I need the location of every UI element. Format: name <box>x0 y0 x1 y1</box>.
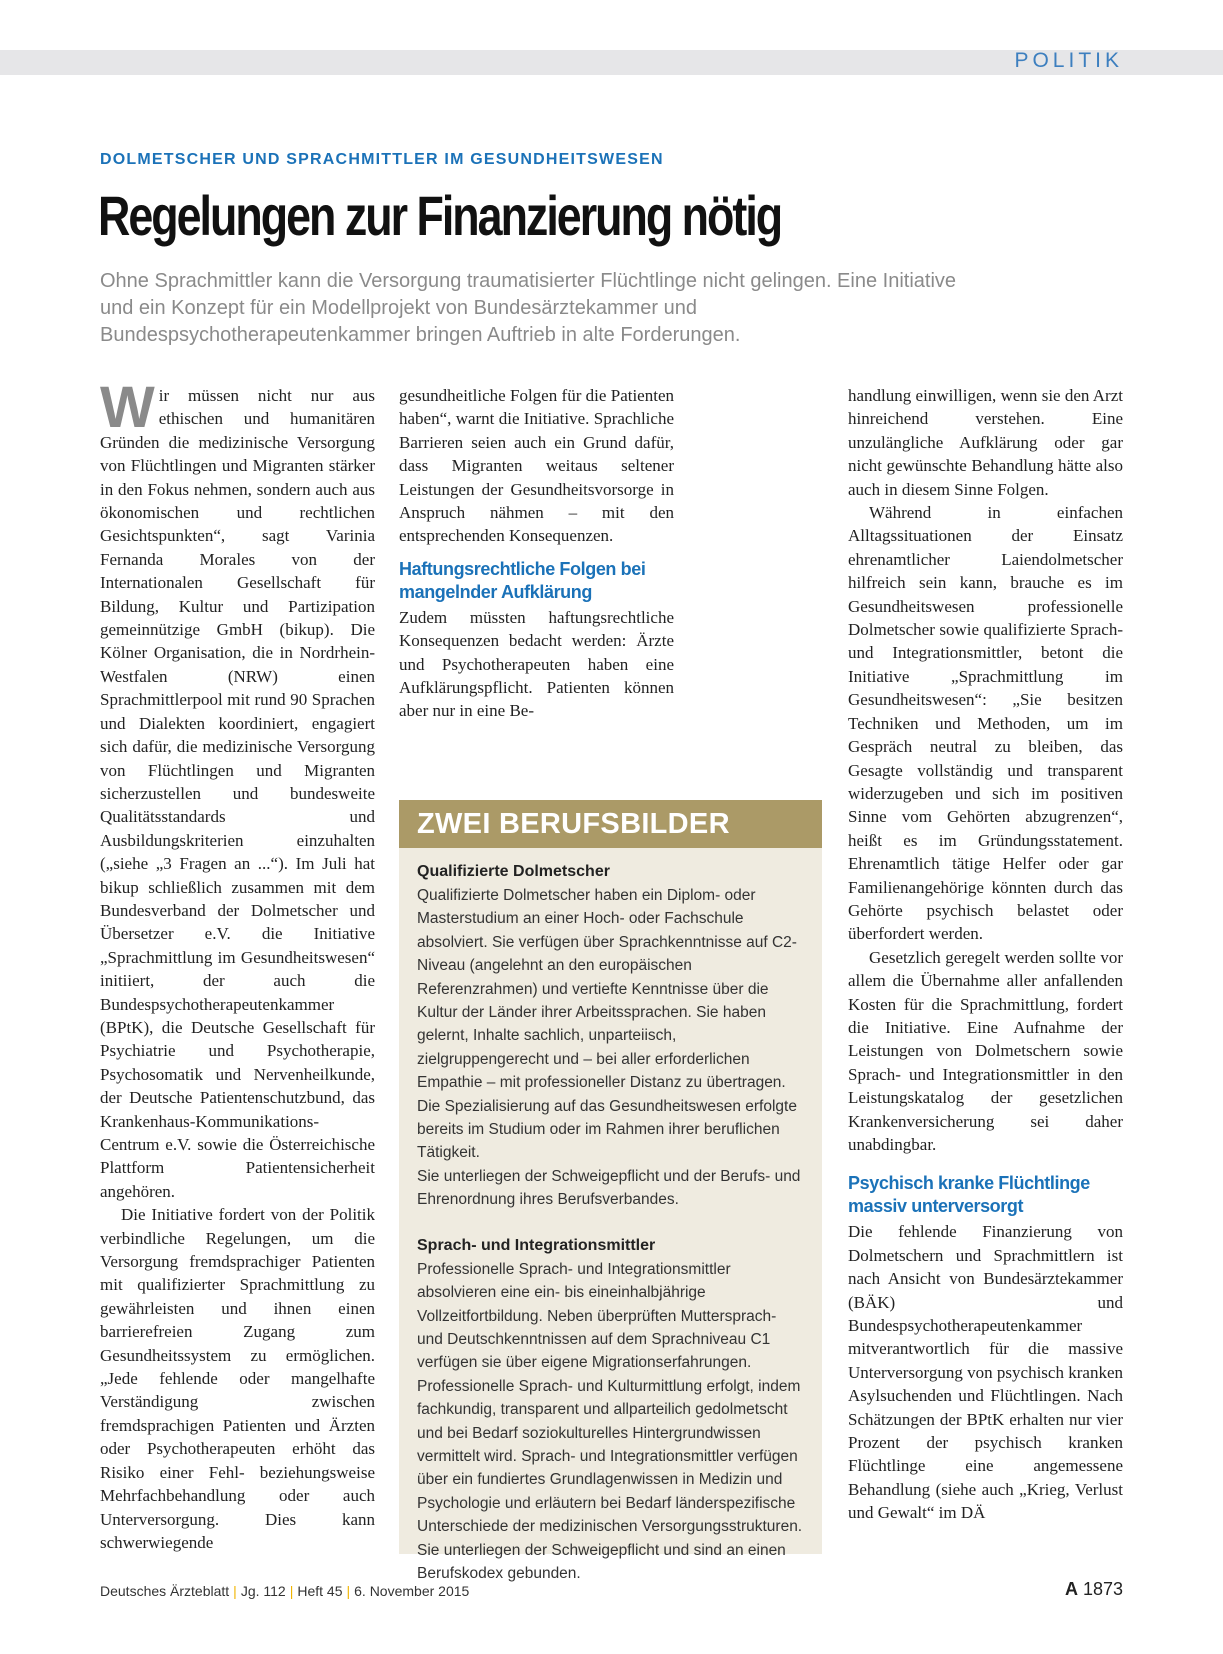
info-box-text: Professionelle Sprach- und Integrationsmittler absolvieren eine ein- bis eineinhalbjährige Vollzeitfortbildung. Neben überprüften Muttersprach- und Deutschkenntnissen auf dem Sprachniveau C1 verfügen sie über eigene Migrationserfahrungen. Professionelle Sprach- und Kulturmittlung erfolgt, indem fachkundig, transparent und allparteilich gedolmetscht und bei Bedarf soziokulturelles Hintergrundwissen vermittelt wird. Sprach- und Integrationsmittler verfügen über ein fundiertes Grundlagenwissen in Medizin und Psychologie und erläutern bei Bedarf länderspezifische Unterschiede der medizinischen Versorgungsstrukturen. Sie unterliegen der Schweigepflicht und sind an einen Berufskodex gebunden. <box>417 1260 803 1582</box>
info-box-text: Qualifizierte Dolmetscher haben ein Diplom- oder Masterstudium an einer Hoch- oder Fachschule absolviert. Sie verfügen über Sprachkenntnisse auf C2-Niveau (angelehnt an den europäischen Referenzrahmen) und vertiefte Kenntnisse über die Kultur der Länder ihrer Arbeitssprachen. Sie haben gelernt, Inhalte sachlich, unparteiisch, zielgruppengerecht und – bei aller erforderlichen Empathie – mit professioneller Distanz zu übertragen. Die Spezialisierung auf das Gesundheitswesen erfolgte bereits im Studium oder im Rahmen ihrer beruflichen Tätigkeit. <box>417 887 797 1162</box>
info-box-title: ZWEI BERUFSBILDER <box>399 800 822 848</box>
article-column-2 <box>399 384 674 723</box>
journal-volume: Jg. 112 <box>240 1583 286 1599</box>
info-box-body <box>399 848 822 1585</box>
page-number <box>1065 1579 1123 1600</box>
article-column-3 <box>848 384 1123 1525</box>
article-paragraph: Die fehlende Finanzierung von Dolmetschern und Sprachmittlern ist nach Ansicht von Bundesärztekammer (BÄK) und Bundespsychotherapeutenkammer mitverantwortlich für die massive Unterversorgung von psychisch kranken Asylsuchenden und Flüchtlingen. Nach Schätzungen der BPtK erhalten nur vier Prozent der psychisch kranken Flüchtlinge eine angemessene Behandlung (siehe auch „Krieg, Verlust und Gewalt“ im DÄ <box>848 1222 1123 1523</box>
article-kicker: DOLMETSCHER UND SPRACHMITTLER IM GESUNDHEITSWESEN <box>100 151 664 168</box>
page-number-value: 1873 <box>1082 1579 1123 1599</box>
page-footer <box>100 1583 469 1599</box>
info-box <box>399 800 822 1582</box>
article-paragraph: Während in einfachen Alltagssituationen der Einsatz ehrenamtlicher Laiendolmetscher hilfreich sein kann, brauche es im Gesundheitswesen professionelle Dolmetscher sowie qualifizierte Sprach- und Integrationsmittler, betont die Initiative „Sprachmittlung im Gesundheitswesen“: „Sie besitzen Techniken und Methoden, um im Gespräch neutral zu bleiben, das Gesagte vollständig und transparent widerzugeben und sich im positiven Sinne vom Gehörten abzugrenzen“, heißt es im Gründungsstatement. Ehrenamtlich tätige Helfer oder gar Familienangehörige könnten durch das Gehörte psychisch belastet oder überfordert werden. <box>848 503 1123 944</box>
article-lead: Ohne Sprachmittler kann die Versorgung traumatisierter Flüchtlinge nicht gelingen. Eine Initiative und ein Konzept für ein Modellprojekt von Bundesärztekammer und Bundespsychotherapeutenkammer bringen Auftrieb in alte Forderungen. <box>100 270 957 346</box>
article-paragraph: Zudem müssten haftungsrechtliche Konsequenzen bedacht werden: Ärzte und Psychotherapeuten haben eine Aufklärungspflicht. Patienten können aber nur in eine Be- <box>399 607 674 721</box>
article-paragraph: handlung einwilligen, wenn sie den Arzt hinreichend verstehen. Eine unzulängliche Aufklärung oder gar nicht gewünschte Behandlung hätte also auch in diesem Sinne Folgen. <box>848 386 1123 499</box>
paragraph-text: ir müssen nicht nur aus ethischen und humanitären Gründen die medizinische Versorgung von Flüchtlingen und Migranten stärker in den Fokus nehmen, sondern auch aus ökonomischen und rechtlichen Gesichtspunkten“, sagt Varinia Fernanda Morales von der Internationalen Gesellschaft für Bildung, Kultur und Partizipation gemeinnützige GmbH (bikup). Die Kölner Organisation, die in Nordrhein-Westfalen (NRW) einen Sprachmittlerpool mit rund 90 Sprachen und Dialekten koordiniert, engagiert sich dafür, die medizinische Versorgung von Flüchtlingen und Migranten sicherzustellen und bundesweite Qualitätsstandards und Ausbildungskriterien einzuhalten („siehe „3 Fragen an ...“). Im Juli hat bikup schließlich zusammen mit dem Bundesverband der Dolmetscher und Übersetzer e.V. die Initiative „Sprachmittlung im Gesundheitswesen“ initiiert, der auch die Bundespsychotherapeutenkammer (BPtK), die Deutsche Gesellschaft für Psychiatrie und Psychotherapie, Psychosomatik und Nervenheilkunde, der Deutsche Patientenschutzbund, das Krankenhaus-Kommunikations-Centrum e.V. sowie die Österreichische Plattform Patientensicherheit angehören. <box>100 386 375 1201</box>
subheading: Haftungsrechtliche Folgen bei mangelnder Aufklärung <box>399 558 646 602</box>
info-box-heading: Sprach- und Integrationsmittler <box>417 1236 656 1254</box>
article-paragraph: Gesetzlich geregelt werden sollte vor allem die Übernahme aller anfallenden Kosten für die Sprachmittlung, fordert die Initiative. Eine Aufnahme der Leistungen von Dolmetschern sowie Sprach- und Integrationsmittler in den Leistungskatalog der gesetzlichen Krankenversicherung sei daher unabdingbar. <box>848 947 1123 1154</box>
info-box-text: Sie unterliegen der Schweigepflicht und der Berufs- und Ehrenordnung ihres Berufsverbandes. <box>417 1167 801 1209</box>
journal-issue: Heft 45 <box>297 1583 343 1599</box>
article-paragraph: Die Initiative fordert von der Politik verbindliche Regelungen, um die Versorgung fremdsprachiger Patienten mit qualifizierter Sprachmittlung zu gewährleisten und ihnen einen barrierefreien Zugang zum Gesundheitssystem zu ermöglichen. „Jede fehlende oder mangelhafte Verständigung zwischen fremdsprachigen Patienten und Ärzten oder Psychotherapeuten erhöht das Risiko einer Fehl- beziehungsweise Mehrfachbehandlung oder auch Unterversorgung. Dies kann schwerwiegende <box>100 1205 375 1552</box>
separator: | <box>233 1583 237 1599</box>
info-box-heading: Qualifizierte Dolmetscher <box>417 863 610 880</box>
publication-date: 6. November 2015 <box>354 1583 470 1599</box>
section-label: POLITIK <box>1014 49 1123 72</box>
spacer <box>417 1212 804 1234</box>
separator: | <box>346 1583 351 1599</box>
journal-name: Deutsches Ärzteblatt <box>100 1583 230 1599</box>
separator: | <box>289 1583 294 1599</box>
page-prefix: A <box>1064 1579 1078 1599</box>
article-column-1 <box>100 375 375 1554</box>
subheading: Psychisch kranke Flüchtlinge massiv unterversorgt <box>848 1173 1090 1217</box>
article-paragraph: gesundheitliche Folgen für die Patienten haben“, warnt die Initiative. Sprachliche Barrieren seien auch ein Grund dafür, dass Migranten weitaus seltener Leistungen der Gesundheitsvorsorge in Anspruch nähmen – mit den entsprechenden Konsequenzen. <box>399 386 674 546</box>
article-paragraph <box>100 375 375 1203</box>
article-headline: Regelungen zur Finanzierung nötig <box>98 184 782 247</box>
drop-cap: W <box>100 375 155 440</box>
